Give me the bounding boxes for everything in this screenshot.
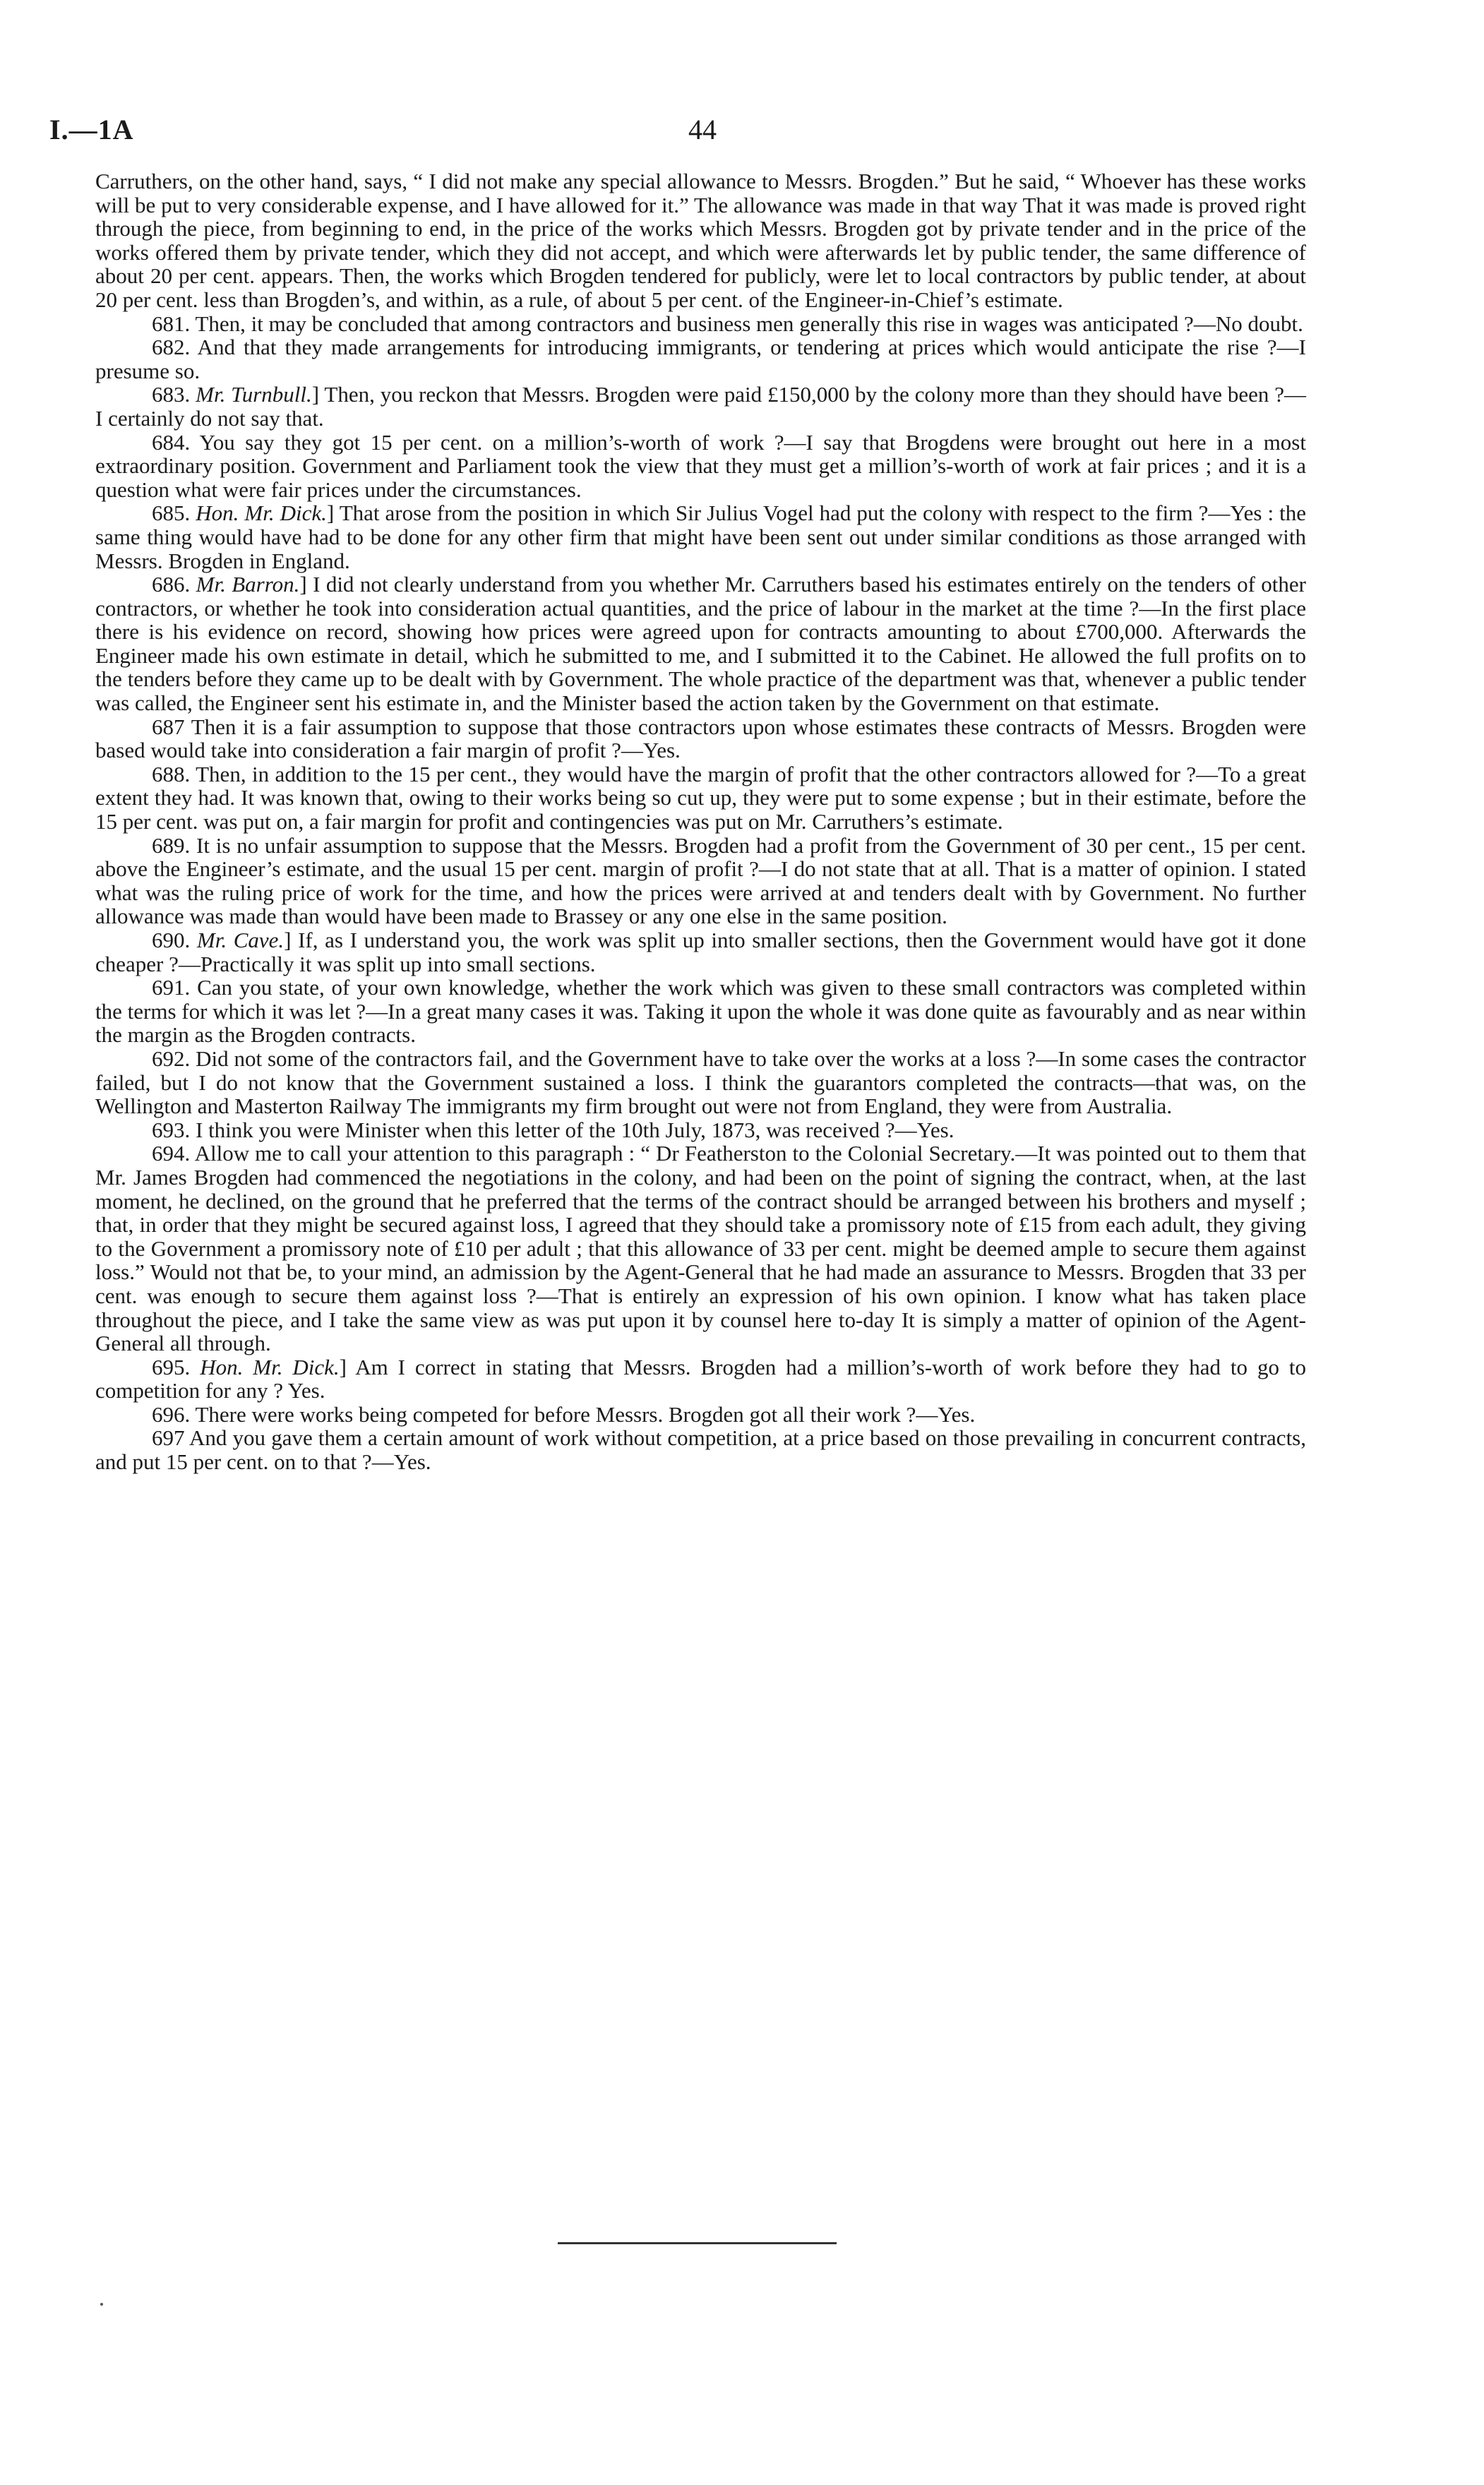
question-684: 684. You say they got 15 per cent. on a million’s-worth of work ?—I say that Brogdens were brought out here in a most extraordinary position. Government and Parliament took the view that they must get a million’s-worth of work at fair prices ; and it is a question what were fair prices under the circumstances.	[95, 429, 1306, 502]
question-688: 688. Then, in addition to the 15 per cent., they would have the margin of profit that the other contractors allowed for ?—To a great extent they had. It was known that, owing to their works being so cut up, they were put to some expense ; but in their estimate, before the 15 per cent. was put on, a fair margin for profit and contingencies was put on Mr. Carruthers’s estimate.	[95, 761, 1306, 834]
page-header	[49, 113, 1320, 155]
page-number: 44	[688, 114, 717, 145]
end-rule-divider	[558, 2242, 837, 2244]
question-693: 693. I think you were Minister when this letter of the 10th July, 1873, was received ?—Yes.	[152, 1117, 955, 1142]
question-number: 683.	[152, 382, 191, 407]
speaker-name: Hon. Mr. Dick.	[196, 501, 327, 526]
question-694: 694. Allow me to call your attention to this paragraph : “ Dr Featherston to the Colonial Secretary.—It was pointed out to them that Mr. James Brogden had commenced the negotiations in the colony, and had been on the point of signing the contract, when, at the last moment, he declined, on the ground that he preferred that the terms of the contract should be arranged between his brothers and myself ; that, in order that they might be secured against loss, I agreed that they should take a promissory note of £15 from each adult, they giving to the Government a promissory note of £10 per adult ; that this allowance of 33 per cent. might be deemed ample to secure them against loss.” Would not that be, to your mind, an admission by the Agent-General that he had made an assurance to Messrs. Brogden that 33 per cent. was enough to secure them against loss ?—That is entirely an expression of his own opinion. I know what has taken place throughout the piece, and I take the same view as was put upon it by counsel here to-day It is simply a matter of opinion of the Agent-General all through.	[95, 1141, 1306, 1356]
question-689: 689. It is no unfair assumption to suppose that the Messrs. Brogden had a profit from the Government of 30 per cent., 15 per cent. above the Engineer’s estimate, and the usual 15 per cent. margin of profit ?—I do not state that at all. That is a matter of opinion. I stated what was the ruling price of work for the time, and how the prices were arrived at and tenders dealt with by Government. No further allowance was made than would have been made to Brassey or any one else in the same position.	[95, 832, 1306, 929]
question-695: 695. Hon. Mr. Dick.] Am I correct in stating that Messrs. Brogden had a million’s-worth of work before they had to go to competition for any ? Yes.	[95, 1354, 1306, 1403]
question-683: 683. Mr. Turnbull.] Then, you reckon that Messrs. Brogden were paid £150,000 by the colony more than they should have been ?—I certainly do not say that.	[95, 382, 1307, 431]
question-697: 697 And you gave them a certain amount of work without competition, at a price based on those prevailing in concurrent contracts, and put 15 per cent. on to that ?—Yes.	[95, 1425, 1306, 1475]
speaker-name: Mr. Barron.	[196, 572, 300, 597]
question-692: 692. Did not some of the contractors fail, and the Government have to take over the works at a loss ?—In some cases the contractor failed, but I do not know that the Government sustained a loss. I think the guarantors completed the contracts—that was, on the Wellington and Masterton Railway The immigrants my firm brought out were not from England, they were from Australia.	[95, 1046, 1306, 1119]
question-number: 695.	[152, 1354, 191, 1379]
question-686: 686. Mr. Barron.] I did not clearly understand from you whether Mr. Carruthers based his estimates entirely on the tenders of other contractors, or whether he took into consideration actual quantities, and the price of labour in the market at the time ?—In the first place there is his evidence on record, showing how prices were agreed upon for contracts amounting to about £700,000. Afterwards the Engineer made his own estimate in detail, which he submitted to me, and I submitted it to the Cabinet. He allowed the full profits on to the tenders before they came up to be dealt with by Government. The whole practice of the department was that, whenever a public tender was called, the Engineer sent his estimate in, and the Minister based the action taken by the Government on that estimate.	[95, 572, 1306, 716]
question-696: 696. There were works being competed for before Messrs. Brogden got all their work ?—Yes.	[152, 1401, 976, 1427]
question-687: 687 Then it is a fair assumption to suppose that those contractors upon whose estimates these contracts of Messrs. Brogden were based would take into consideration a fair margin of profit ?—Yes.	[95, 714, 1306, 763]
question-681: 681. Then, it may be concluded that among contractors and business men generally this rise in wages was anticipated ?—No doubt.	[152, 311, 1303, 336]
question-number: 690.	[152, 928, 191, 952]
stray-ink-mark	[100, 2303, 103, 2306]
paragraph-continuation: Carruthers, on the other hand, says, “ I did not make any special allowance to Messrs. Brogden.” But he said, “ Whoever has these works will be put to very considerable expense, and I have allowed for it.” The allowance was made in that way That it was made is proved right through the piece, from beginning to end, in the price of the works which Messrs. Brogden got by private tender and in the price of the works offered them by private tender, which they did not accept, and which were afterwards let by public tender, the same difference of about 20 per cent. appears. Then, the works which Brogden tendered for publicly, were let to local contractors by public tender, at about 20 per cent. less than Brogden’s, and within, as a rule, of about 5 per cent. of the Engineer-in-Chief’s estimate.	[95, 169, 1306, 312]
evidence-transcript	[95, 169, 1306, 1474]
question-682: 682. And that they made arrangements for introducing immigrants, or tendering at prices which would anticipate the rise ?—I presume so.	[95, 335, 1306, 383]
question-691: 691. Can you state, of your own knowledge, whether the work which was given to these small contractors was completed within the terms for which it was let ?—In a great many cases it was. Taking it upon the whole it was done quite as favourably and as near within the margin as the Brogden contracts.	[95, 975, 1306, 1048]
speaker-name: Hon. Mr. Dick.	[200, 1354, 340, 1379]
speaker-name: Mr. Cave.	[196, 928, 285, 952]
speaker-name: Mr. Turnbull.	[196, 382, 312, 407]
document-reference: I.—1A	[49, 114, 134, 145]
question-690: 690. Mr. Cave.] If, as I understand you, the work was split up into smaller sections, then the Government would have got it done cheaper ?—Practically it was split up into small sections.	[95, 928, 1306, 976]
question-number: 685.	[152, 501, 191, 526]
question-number: 686.	[152, 572, 191, 597]
question-685: 685. Hon. Mr. Dick.] That arose from the position in which Sir Julius Vogel had put the colony with respect to the firm ?—Yes : the same thing would have had to be done for any other firm that might have been sent out under similar conditions as those arranged with Messrs. Brogden in England.	[95, 501, 1307, 573]
